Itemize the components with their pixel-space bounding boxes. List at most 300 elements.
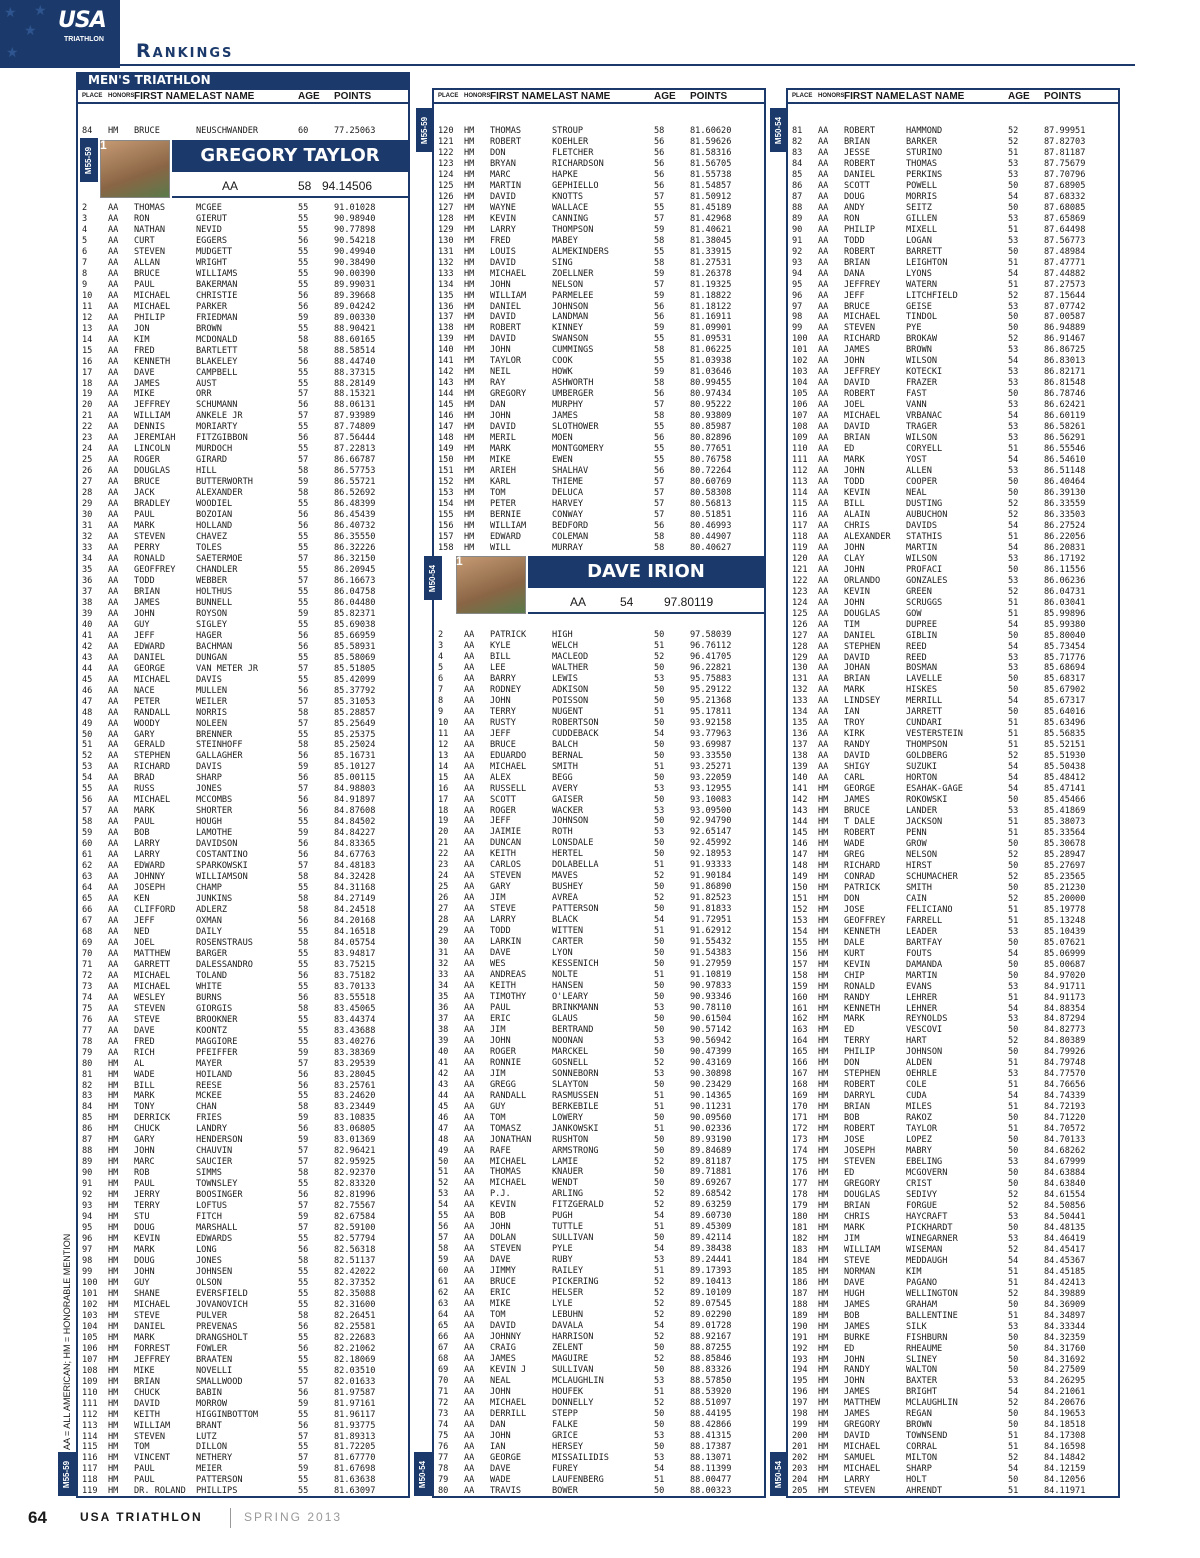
place: 74 <box>438 1419 449 1430</box>
first-name: DAVID <box>490 334 516 345</box>
last-name: MURRAY <box>552 542 584 553</box>
honors: AA <box>464 651 475 662</box>
last-name: GOW <box>906 608 922 619</box>
place: 99 <box>792 323 803 334</box>
ranking-row <box>78 1322 408 1333</box>
age: 50 <box>1008 795 1019 806</box>
place: 71 <box>438 1386 449 1397</box>
age: 58 <box>654 531 665 542</box>
ranking-row <box>788 400 1118 411</box>
place: 76 <box>438 1441 449 1452</box>
points: 86.11556 <box>1044 564 1086 575</box>
place: 89 <box>82 1157 93 1168</box>
age: 58 <box>298 466 309 477</box>
ranking-row <box>78 1190 408 1201</box>
place: 53 <box>438 1189 449 1200</box>
place: 3 <box>82 213 88 224</box>
last-name: HOUGH <box>196 817 222 828</box>
age: 51 <box>1008 817 1019 828</box>
first-name: DUNCAN <box>490 838 522 849</box>
ranking-row <box>434 981 764 992</box>
age: 52 <box>1008 871 1019 882</box>
points: 84.77570 <box>1044 1069 1086 1080</box>
honors: HM <box>818 1310 829 1321</box>
honors: AA <box>818 762 829 773</box>
last-name: ESAHAK-GAGE <box>906 784 963 795</box>
last-name: CUNDARI <box>906 718 943 729</box>
honors: AA <box>464 1178 475 1189</box>
first-name: KEVIN <box>490 213 516 224</box>
ranking-row <box>788 1387 1118 1398</box>
last-name: WELLINGTON <box>906 1288 958 1299</box>
points: 88.00477 <box>690 1474 732 1485</box>
first-name: NATHAN <box>134 224 166 235</box>
honors: AA <box>464 1002 475 1013</box>
place: 50 <box>438 1156 449 1167</box>
place: 82 <box>792 136 803 147</box>
place: 138 <box>792 751 808 762</box>
ranking-row <box>434 1332 764 1343</box>
age: 56 <box>654 312 665 323</box>
honors: AA <box>818 663 829 674</box>
last-name: STATHIS <box>906 531 943 542</box>
first-name: JEFFREY <box>844 367 881 378</box>
ranking-row <box>78 1015 408 1026</box>
ranking-row <box>788 960 1118 971</box>
ranking-row <box>434 740 764 751</box>
first-name: TERRY <box>844 1036 870 1047</box>
points: 84.87294 <box>1044 1014 1086 1025</box>
age: 58 <box>298 345 309 356</box>
place: 131 <box>792 674 808 685</box>
honors: AA <box>464 728 475 739</box>
place: 98 <box>82 1256 93 1266</box>
age: 51 <box>1008 1442 1019 1453</box>
age: 52 <box>1008 126 1019 136</box>
age: 51 <box>1008 444 1019 455</box>
honors: AA <box>818 191 829 202</box>
points: 82.75567 <box>334 1201 376 1212</box>
first-name: GREGORY <box>844 1420 881 1431</box>
last-name: WILLIAMS <box>196 268 238 279</box>
last-name: SLOTHOWER <box>552 422 599 433</box>
last-name: PERKINS <box>906 169 943 180</box>
ranking-row <box>788 466 1118 477</box>
first-name: RICHARD <box>844 860 881 871</box>
place: 105 <box>82 1332 98 1343</box>
ranking-row <box>78 324 408 335</box>
place: 174 <box>792 1146 808 1157</box>
honors: HM <box>464 246 475 257</box>
first-name: JAMES <box>844 1299 870 1310</box>
last-name: DUSTING <box>906 498 943 509</box>
points: 93.22059 <box>690 772 732 783</box>
points: 88.41315 <box>690 1430 732 1441</box>
honors: AA <box>464 706 475 717</box>
first-name: JEFF <box>134 630 155 641</box>
first-name: JOHN <box>490 695 511 706</box>
place: 128 <box>438 213 454 224</box>
honors: AA <box>108 1036 119 1047</box>
ranking-row <box>78 258 408 269</box>
points: 85.28857 <box>334 707 376 718</box>
last-name: DAMANDA <box>906 959 943 970</box>
honors: AA <box>818 279 829 290</box>
age: 57 <box>654 487 665 498</box>
place: 124 <box>792 597 808 608</box>
honors: AA <box>108 532 119 543</box>
honors: AA <box>464 739 475 750</box>
ranking-row <box>78 236 408 247</box>
first-name: DAVID <box>490 1321 516 1332</box>
ranking-row <box>434 1102 764 1113</box>
place: 62 <box>82 861 93 872</box>
last-name: HELSER <box>552 1288 584 1299</box>
last-name: BRAATEN <box>196 1354 233 1365</box>
ranking-row <box>434 806 764 817</box>
ranking-row <box>78 1377 408 1388</box>
points: 85.06999 <box>1044 948 1086 959</box>
place: 70 <box>438 1375 449 1386</box>
honors: HM <box>818 828 829 838</box>
first-name: DAVE <box>134 1025 155 1036</box>
first-name: KENNETH <box>134 356 171 367</box>
ranking-row <box>434 784 764 795</box>
points: 86.27524 <box>1044 520 1086 531</box>
ranking-row <box>434 1486 764 1497</box>
first-name: JOHNNY <box>134 872 166 883</box>
first-name: JOHN <box>844 1354 865 1365</box>
honors: AA <box>818 213 829 224</box>
honors: AA <box>464 1364 475 1375</box>
points: 85.28947 <box>1044 849 1086 860</box>
ranking-row <box>434 948 764 959</box>
age: 51 <box>654 1123 665 1134</box>
first-name: JOSEPH <box>134 883 166 894</box>
honors: AA <box>818 564 829 575</box>
first-name: PAUL <box>134 1179 155 1190</box>
first-name: JAIMIE <box>490 827 522 838</box>
honors: AA <box>818 136 829 147</box>
place: 203 <box>792 1464 808 1475</box>
honors: HM <box>818 1244 829 1255</box>
first-name: BRADLEY <box>134 499 171 510</box>
honors: AA <box>818 619 829 630</box>
last-name: JANKOWSKI <box>552 1123 599 1134</box>
age: 56 <box>298 641 309 652</box>
place: 65 <box>438 1321 449 1332</box>
last-name: ROYSON <box>196 608 228 619</box>
first-name: MICHAEL <box>490 1156 527 1167</box>
points: 85.82371 <box>334 608 376 619</box>
first-name: FRED <box>490 235 511 246</box>
star-icon: ★ <box>34 2 47 18</box>
first-name: ROBERT <box>490 136 522 147</box>
last-name: MORROW <box>196 1398 228 1409</box>
ranking-row <box>78 1201 408 1212</box>
ranking-row <box>434 1442 764 1453</box>
age: 58 <box>654 257 665 268</box>
points: 84.19653 <box>1044 1409 1086 1420</box>
first-name: CHIP <box>844 970 865 981</box>
last-name: CHAVEZ <box>196 532 228 543</box>
last-name: PATTERSON <box>552 904 599 915</box>
place: 189 <box>792 1310 808 1321</box>
first-name: ARIEH <box>490 466 516 477</box>
featured-name: DAVE IRION <box>528 556 764 588</box>
last-name: ARLING <box>552 1189 584 1200</box>
points: 89.38438 <box>690 1244 732 1255</box>
ranking-row <box>434 1321 764 1332</box>
first-name: DENNIS <box>134 422 166 433</box>
place: 161 <box>792 1003 808 1014</box>
header-last-name: LAST NAME <box>196 91 255 102</box>
first-name: TODD <box>134 575 155 586</box>
first-name: PAUL <box>134 510 155 521</box>
honors: AA <box>464 1332 475 1342</box>
honors: HM <box>818 882 829 893</box>
ranking-row <box>788 1409 1118 1420</box>
last-name: HIGGINBOTTOM <box>196 1409 259 1420</box>
ranking-row <box>788 1322 1118 1333</box>
last-name: EVANS <box>906 981 932 992</box>
ranking-row <box>434 1354 764 1365</box>
first-name: BRYAN <box>490 158 516 169</box>
first-name: MICHAEL <box>844 1442 881 1453</box>
honors: AA <box>464 1189 475 1200</box>
honors: HM <box>464 498 475 509</box>
age: 57 <box>298 1146 309 1157</box>
first-name: DAVID <box>844 751 870 762</box>
points: 85.25375 <box>334 729 376 740</box>
points: 80.44907 <box>690 531 732 542</box>
last-name: WEILER <box>196 696 228 707</box>
first-name: RICHARD <box>844 334 881 345</box>
points: 83.40276 <box>334 1036 376 1047</box>
last-name: LEHNER <box>906 1003 938 1014</box>
honors: AA <box>108 235 119 246</box>
place: 115 <box>82 1442 98 1453</box>
points: 82.96421 <box>334 1146 376 1157</box>
last-name: GRAHAM <box>906 1299 938 1310</box>
first-name: CURT <box>134 235 155 246</box>
place: 46 <box>438 1112 449 1123</box>
last-name: BROWN <box>196 323 222 334</box>
ranking-row <box>434 1376 764 1387</box>
ranking-row <box>788 927 1118 938</box>
age: 50 <box>654 1408 665 1419</box>
points: 87.65869 <box>1044 213 1086 224</box>
age: 52 <box>654 1397 665 1408</box>
last-name: SAUCIER <box>196 1157 233 1168</box>
points: 87.56773 <box>1044 235 1086 246</box>
place: 155 <box>438 509 454 520</box>
ranking-row <box>788 740 1118 751</box>
last-name: BARTLETT <box>196 345 238 356</box>
honors: AA <box>464 695 475 706</box>
last-name: LEBUHN <box>552 1310 584 1321</box>
points: 90.98940 <box>334 213 376 224</box>
age: 56 <box>298 1124 309 1135</box>
last-name: ASHWORTH <box>552 378 594 389</box>
points: 85.25024 <box>334 740 376 751</box>
honors: AA <box>108 1003 119 1014</box>
last-name: WINEGARNER <box>906 1233 958 1244</box>
last-name: MACLEOD <box>552 651 589 662</box>
points: 84.61554 <box>1044 1189 1086 1200</box>
honors: AA <box>818 202 829 213</box>
ranking-row <box>434 707 764 718</box>
last-name: AUST <box>196 378 217 389</box>
last-name: GLAUS <box>552 1013 578 1024</box>
first-name: CHUCK <box>134 1124 160 1135</box>
points: 80.93809 <box>690 411 732 422</box>
first-name: RONALD <box>844 981 876 992</box>
ranking-row <box>434 356 764 367</box>
honors: AA <box>108 850 119 861</box>
age: 51 <box>654 970 665 981</box>
place: 96 <box>82 1234 93 1245</box>
ranking-row <box>788 356 1118 367</box>
place: 158 <box>792 970 808 981</box>
first-name: JOEL <box>844 400 865 411</box>
honors: AA <box>464 1156 475 1167</box>
first-name: MICHAEL <box>134 970 171 981</box>
honors: HM <box>818 1387 829 1398</box>
points: 82.31600 <box>334 1299 376 1310</box>
points: 82.01633 <box>334 1376 376 1387</box>
ranking-row <box>78 499 408 510</box>
place: 23 <box>82 433 93 444</box>
age: 50 <box>654 1024 665 1035</box>
age: 56 <box>298 1069 309 1080</box>
age: 55 <box>298 619 309 630</box>
age: 52 <box>1008 1036 1019 1047</box>
points: 89.10109 <box>690 1288 732 1299</box>
points: 80.82896 <box>690 433 732 444</box>
points: 96.41705 <box>690 651 732 662</box>
points: 81.50912 <box>690 191 732 202</box>
honors: AA <box>108 257 119 268</box>
first-name: ERIC <box>490 1013 511 1024</box>
honors: AA <box>818 411 829 422</box>
last-name: RUBY <box>552 1255 573 1266</box>
place: 11 <box>82 301 93 312</box>
ranking-row <box>78 960 408 971</box>
points: 81.58316 <box>690 147 732 158</box>
place: 24 <box>438 871 449 882</box>
honors: AA <box>108 784 119 795</box>
first-name: JONATHAN <box>490 1134 532 1145</box>
points: 90.38490 <box>334 257 376 268</box>
star-icon: ★ <box>6 44 19 60</box>
first-name: JOHN <box>490 1386 511 1397</box>
age: 51 <box>1008 828 1019 838</box>
last-name: NOONAN <box>552 1035 584 1046</box>
first-name: JIM <box>844 1233 860 1244</box>
last-name: SCHUMANN <box>196 400 238 411</box>
place: 113 <box>792 477 808 487</box>
age: 50 <box>654 662 665 673</box>
last-name: BUNNELL <box>196 597 233 608</box>
age: 50 <box>654 838 665 849</box>
honors: AA <box>108 915 119 926</box>
honors: HM <box>108 1332 119 1343</box>
place: 69 <box>438 1364 449 1375</box>
ranking-row <box>788 587 1118 598</box>
points: 91.90184 <box>690 871 732 882</box>
honors: AA <box>464 1430 475 1441</box>
first-name: MIKE <box>134 1365 155 1376</box>
last-name: BALCH <box>552 739 578 750</box>
last-name: ALDEN <box>906 1058 932 1069</box>
last-name: LITCHFIELD <box>906 290 958 301</box>
points: 85.67902 <box>1044 685 1086 696</box>
points: 90.78110 <box>690 1002 732 1013</box>
points: 82.42022 <box>334 1266 376 1277</box>
points: 84.70133 <box>1044 1135 1086 1146</box>
last-name: WISEMAN <box>906 1244 943 1255</box>
first-name: WILLIAM <box>844 1244 881 1255</box>
honors: HM <box>818 849 829 860</box>
honors: AA <box>818 575 829 586</box>
points: 87.27573 <box>1044 279 1086 290</box>
place: 101 <box>82 1288 98 1299</box>
first-name: RICHARD <box>134 762 171 773</box>
place: 118 <box>792 531 808 542</box>
ranking-row <box>434 1091 764 1102</box>
ranking-row <box>434 1310 764 1321</box>
age: 51 <box>654 640 665 651</box>
age: 55 <box>654 334 665 345</box>
honors: HM <box>464 444 475 455</box>
first-name: LOUIS <box>490 246 516 257</box>
first-name: DANIEL <box>844 169 876 180</box>
honors: HM <box>818 948 829 959</box>
ranking-row <box>434 203 764 214</box>
points: 84.74339 <box>1044 1091 1086 1102</box>
age: 56 <box>298 1321 309 1332</box>
points: 84.91897 <box>334 795 376 806</box>
points: 85.10439 <box>1044 926 1086 937</box>
age: 58 <box>298 894 309 905</box>
points: 86.82171 <box>1044 367 1086 378</box>
age: 53 <box>1008 345 1019 356</box>
first-name: MIKE <box>134 389 155 400</box>
ranking-row <box>788 477 1118 488</box>
place: 170 <box>792 1102 808 1113</box>
age: 58 <box>654 411 665 422</box>
age: 52 <box>654 1299 665 1310</box>
honors: HM <box>464 235 475 246</box>
ranking-row <box>788 1300 1118 1311</box>
ranking-row <box>78 905 408 916</box>
first-name: DANIEL <box>134 652 166 663</box>
points: 88.87255 <box>690 1342 732 1353</box>
age-group-tab: M55-59 <box>80 138 98 182</box>
ranking-row <box>788 1278 1118 1289</box>
ranking-row <box>788 1475 1118 1486</box>
ranking-row <box>434 334 764 345</box>
ranking-row <box>788 1135 1118 1146</box>
last-name: LONSDALE <box>552 838 594 849</box>
first-name: ALAIN <box>844 509 870 520</box>
age: 59 <box>298 1113 309 1124</box>
points: 83.55518 <box>334 992 376 1003</box>
points: 85.99380 <box>1044 619 1086 630</box>
points: 77.25063 <box>334 126 376 136</box>
points: 86.51148 <box>1044 466 1086 477</box>
